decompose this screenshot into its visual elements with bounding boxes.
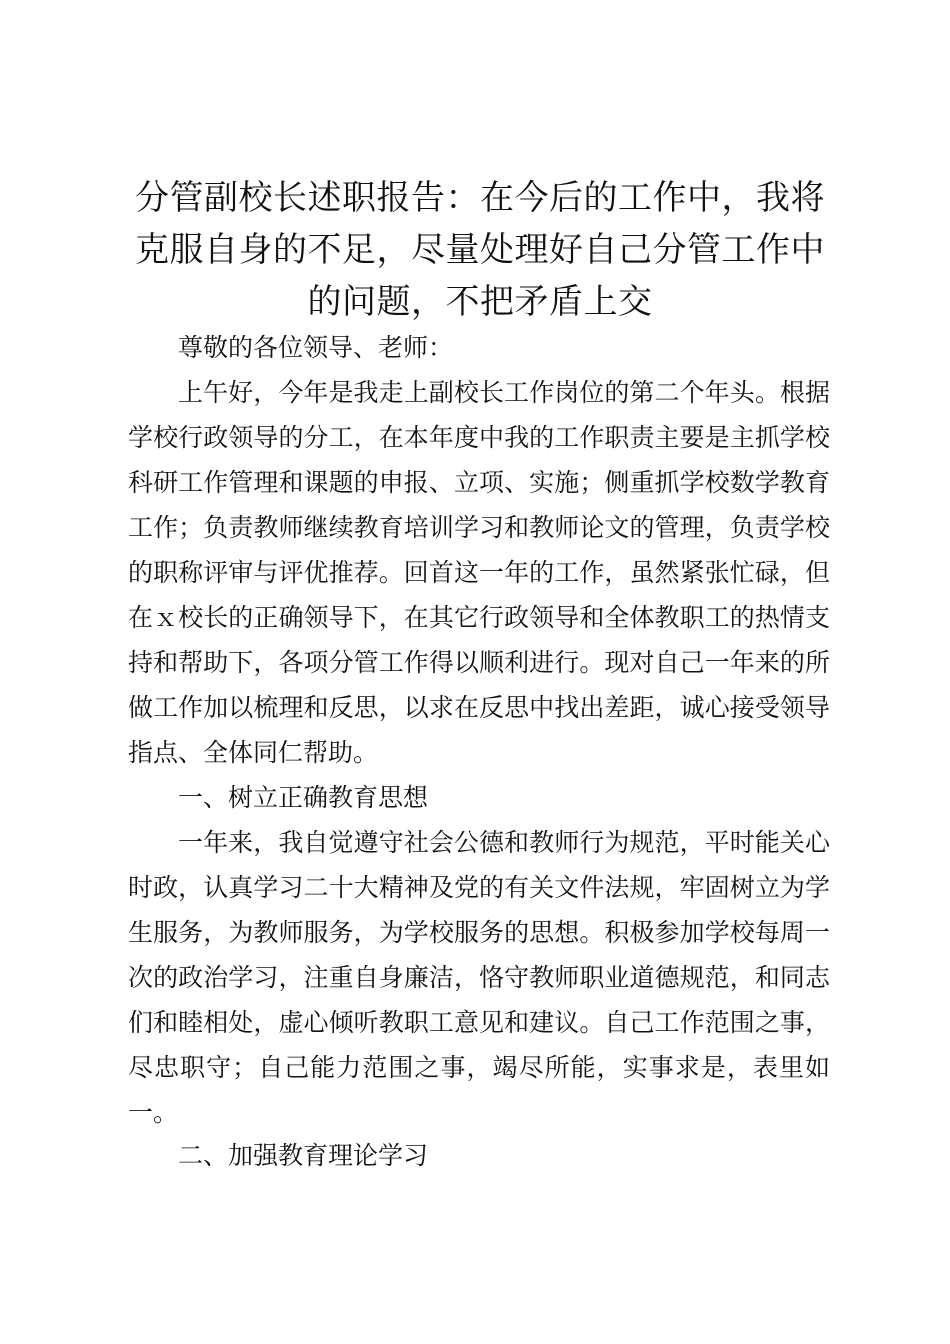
section-heading-2: 二、加强教育理论学习 [178,1141,429,1170]
paragraph-intro: 上午好，今年是我走上副校长工作岗位的第二个年头。根据学校行政领导的分工，在本年度中我的工作职责主要是主抓学校科研工作管理和课题的申报、立项、实施；侧重抓学校数学教育工作；负责教师继续教育培训学习和教师论文的管理，负责学校的职称评审与评优推荐。回首这一年的工作，虽然紧张忙碌，但在ｘ校长的正确领导下，在其它行政领导和全体教职工的热情支持和帮助下，各项分管工作得以顺利进行。现对自己一年来的所做工作加以梳理和反思，以求在反思中找出差距，诚心接受领导指点、全体同仁帮助。 [128,378,830,767]
document-title: 分管副校长述职报告：在今后的工作中，我将克服自身的不足，尽量处理好自己分管工作中的问题，不把矛盾上交 [135,178,825,322]
salutation: 尊敬的各位领导、老师： [178,333,454,362]
section-heading-1: 一、树立正确教育思想 [178,783,429,812]
paragraph-section-1: 一年来，我自觉遵守社会公德和教师行为规范，平时能关心时政，认真学习二十大精神及党的有关文件法规，牢固树立为学生服务，为教师服务，为学校服务的思想。积极参加学校每周一次的政治学习，注重自身廉洁，恪守教师职业道德规范，和同志们和睦相处，虚心倾听教职工意见和建议。自己工作范围之事，尽忠职守；自己能力范围之事，竭尽所能，实事求是，表里如一。 [128,828,830,1127]
